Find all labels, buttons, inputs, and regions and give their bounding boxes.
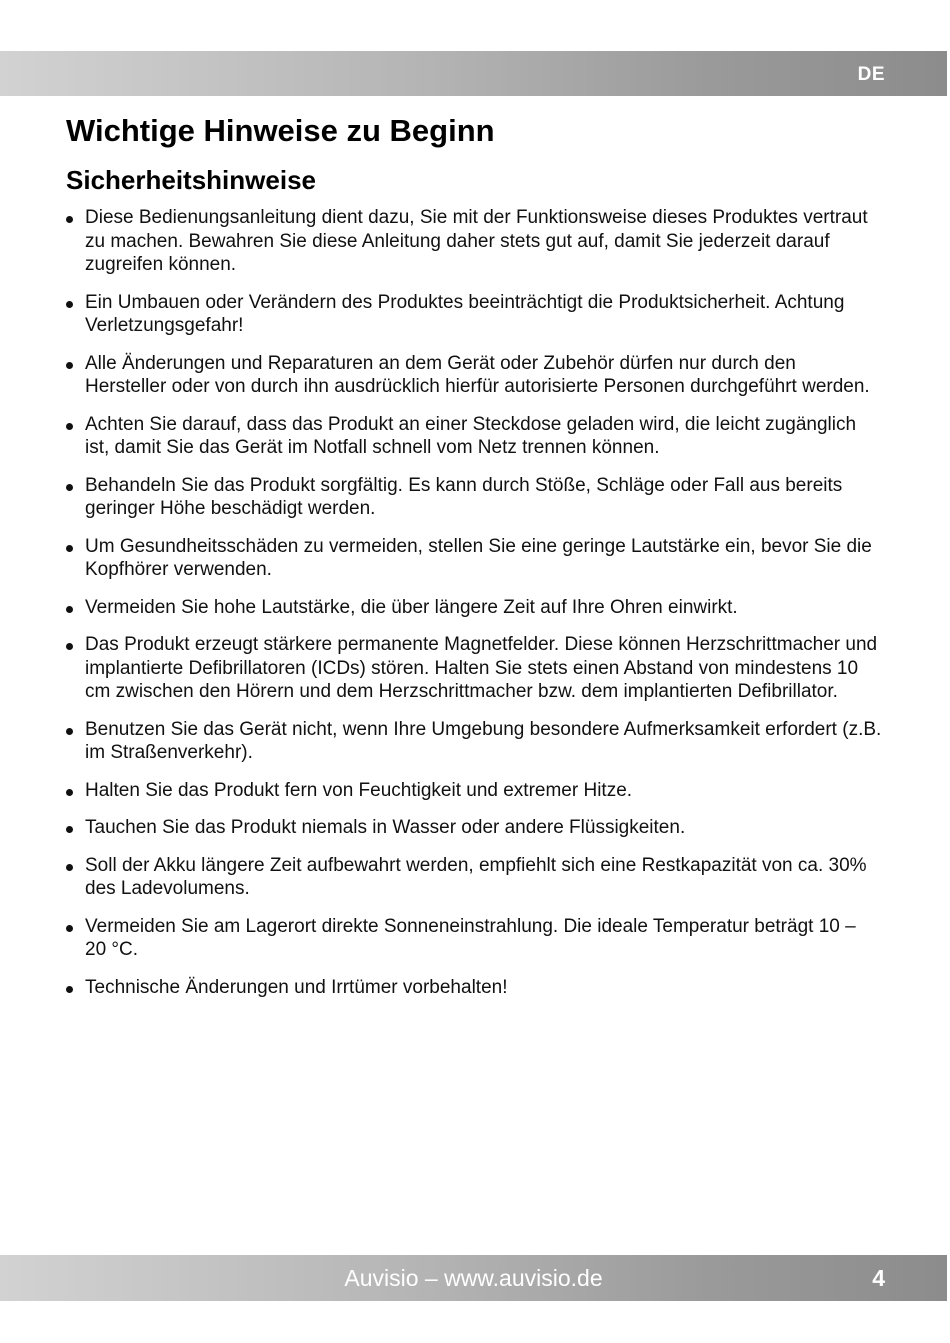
- bullet-icon: [66, 925, 73, 932]
- list-item: [62, 535, 882, 582]
- list-item: [62, 474, 882, 521]
- list-item: [62, 854, 882, 901]
- list-item-text: Vermeiden Sie am Lagerort direkte Sonneneinstrahlung. Die ideale Temperatur beträgt 10 – 20 °C.: [85, 915, 856, 960]
- bullet-icon: [66, 728, 73, 735]
- list-item-text: Technische Änderungen und Irrtümer vorbehalten!: [85, 976, 508, 998]
- bullet-icon: [66, 606, 73, 613]
- list-item: [62, 352, 882, 399]
- list-item-text: Diese Bedienungsanleitung dient dazu, Sie mit der Funktionsweise dieses Produktes vertraut zu machen. Bewahren Sie diese Anleitung daher stets gut auf, damit Sie jederzeit darauf zugreifen können.: [85, 207, 868, 275]
- bullet-icon: [66, 301, 73, 308]
- list-item-text: Halten Sie das Produkt fern von Feuchtigkeit und extremer Hitze.: [85, 779, 633, 801]
- list-item-text: Achten Sie darauf, dass das Produkt an einer Steckdose geladen wird, die leicht zugänglich ist, damit Sie das Gerät im Notfall schnell vom Netz trennen können.: [85, 413, 857, 458]
- section-title: Sicherheitshinweise: [66, 165, 316, 195]
- list-item: [62, 413, 882, 460]
- bullet-icon: [66, 484, 73, 491]
- list-item: [62, 816, 882, 840]
- list-item: [62, 718, 882, 765]
- list-item-text: Ein Umbauen oder Verändern des Produktes beeinträchtigt die Produktsicherheit. Achtung Verletzungsgefahr!: [85, 291, 845, 336]
- header-bar: [0, 51, 947, 96]
- list-item-text: Um Gesundheitsschäden zu vermeiden, stellen Sie eine geringe Lautstärke ein, bevor Sie die Kopfhörer verwenden.: [85, 535, 872, 580]
- bullet-icon: [66, 643, 73, 650]
- bullet-icon: [66, 864, 73, 871]
- language-code: DE: [857, 64, 885, 85]
- safety-instructions-list: [62, 206, 882, 1013]
- list-item: [62, 779, 882, 803]
- list-item-text: Behandeln Sie das Produkt sorgfältig. Es kann durch Stöße, Schläge oder Fall aus bereits geringer Höhe beschädigt werden.: [85, 474, 843, 519]
- footer-bar: [0, 1255, 947, 1301]
- bullet-icon: [66, 826, 73, 833]
- bullet-icon: [66, 362, 73, 369]
- footer-brand-url: Auvisio – www.auvisio.de: [344, 1265, 603, 1291]
- list-item: [62, 976, 882, 1000]
- list-item-text: Das Produkt erzeugt stärkere permanente Magnetfelder. Diese können Herzschrittmacher und implantierte Defibrillatoren (ICDs) stören. Halten Sie stets einen Abstand von mindestens 10 cm zwischen den Hörern und dem Herzschrittmacher bzw. dem implantierten Defibrillator.: [85, 634, 878, 702]
- list-item: [62, 291, 882, 338]
- list-item: [62, 633, 882, 704]
- list-item: [62, 596, 882, 620]
- list-item: [62, 915, 882, 962]
- list-item-text: Soll der Akku längere Zeit aufbewahrt werden, empfiehlt sich eine Restkapazität von ca. 30% des Ladevolumens.: [85, 854, 867, 899]
- list-item: [62, 206, 882, 277]
- list-item-text: Tauchen Sie das Produkt niemals in Wasser oder andere Flüssigkeiten.: [85, 817, 686, 838]
- bullet-icon: [66, 545, 73, 552]
- list-item-text: Alle Änderungen und Reparaturen an dem Gerät oder Zubehör dürfen nur durch den Hersteller oder von durch ihn ausdrücklich hierfür autorisierte Personen durchgeführt werden.: [85, 352, 870, 397]
- list-item-text: Benutzen Sie das Gerät nicht, wenn Ihre Umgebung besondere Aufmerksamkeit erfordert (z.B. im Straßenverkehr).: [85, 718, 882, 763]
- bullet-icon: [66, 789, 73, 796]
- bullet-icon: [66, 986, 73, 993]
- page-title: Wichtige Hinweise zu Beginn: [66, 113, 495, 148]
- bullet-icon: [66, 423, 73, 430]
- bullet-icon: [66, 216, 73, 223]
- page-number: 4: [872, 1265, 885, 1291]
- list-item-text: Vermeiden Sie hohe Lautstärke, die über längere Zeit auf Ihre Ohren einwirkt.: [85, 596, 738, 618]
